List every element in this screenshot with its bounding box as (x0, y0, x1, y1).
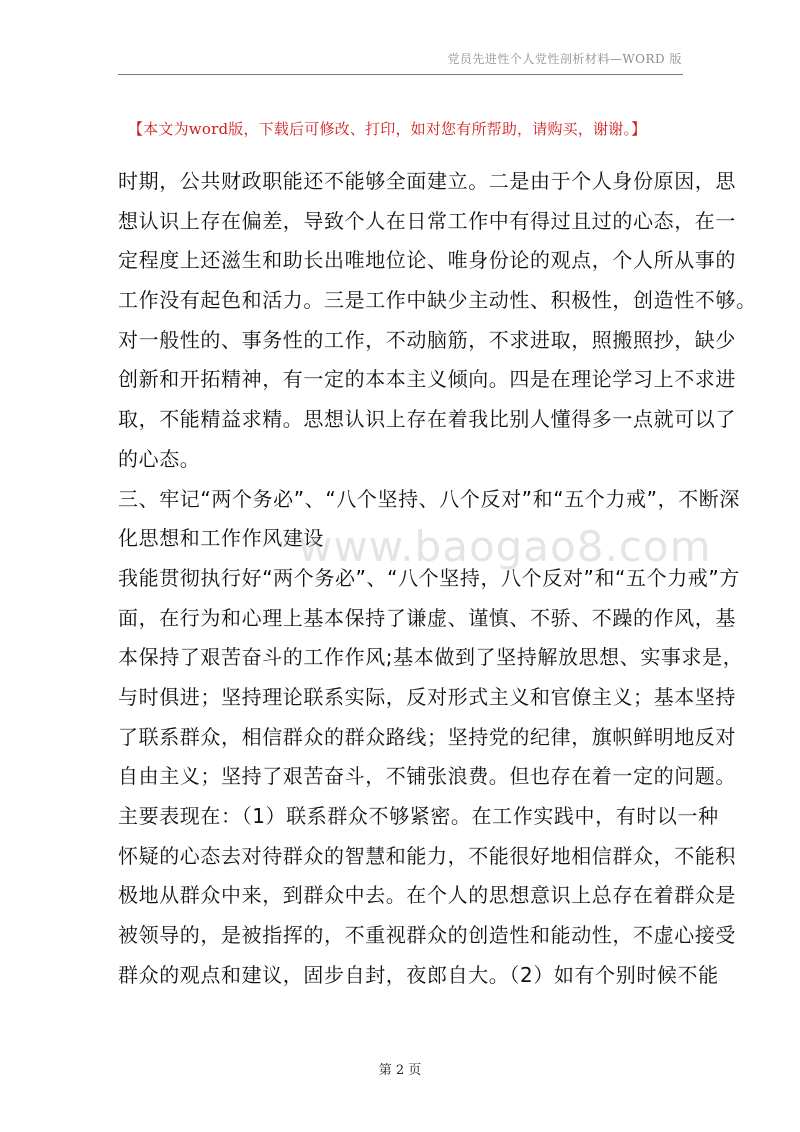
body-line: 被领导的，是被指挥的，不重视群众的创造性和能动性，不虚心接受 (118, 923, 736, 948)
body-line: 主要表现在：（1）联系群众不够紧密。在工作实践中，有时以一种 (118, 804, 719, 828)
document-body (118, 162, 757, 995)
download-notice: 【本文为word版，下载后可修改、打印，如对您有所帮助，请购买，谢谢。】 (128, 120, 647, 138)
body-line: 取，不能精益求精。思想认识上存在着我比别人懂得多一点就可以了 (118, 407, 736, 432)
section-heading-line: 三、牢记“两个务必”、“八个坚持、八个反对”和“五个力戒”，不断深 (118, 486, 740, 511)
body-line: 本保持了艰苦奋斗的工作作风;基本做到了坚持解放思想、实事求是， (118, 645, 744, 670)
body-line: 群众的观点和建议，固步自封，夜郎自大。（2）如有个别时候不能 (118, 962, 719, 987)
body-line: 创新和开拓精神，有一定的本本主义倾向。四是在理论学习上不求进 (118, 367, 736, 392)
body-line: 想认识上存在偏差，导致个人在日常工作中有得过且过的心态，在一 (118, 208, 736, 233)
body-line: 面，在行为和心理上基本保持了谦虚、谨慎、不骄、不躁的作风，基 (118, 605, 736, 630)
body-line: 时期，公共财政职能还不能够全面建立。二是由于个人身份原因，思 (118, 169, 736, 193)
body-line: 自由主义；坚持了艰苦奋斗，不铺张浪费。但也存在着一定的问题。 (118, 764, 736, 789)
body-line: 定程度上还滋生和助长出唯地位论、唯身份论的观点，个人所从事的 (118, 248, 736, 273)
body-line: 了联系群众，相信群众的群众路线；坚持党的纪律，旗帜鲜明地反对 (118, 724, 736, 749)
body-line: 工作没有起色和活力。三是工作中缺少主动性、积极性，创造性不够。 (118, 288, 757, 313)
body-line: 与时俱进；坚持理论联系实际，反对形式主义和官僚主义；基本坚持 (118, 684, 736, 709)
watermark: www.baogao8.com (298, 522, 712, 571)
body-line: 我能贯彻执行好“两个务必”、“八个坚持，八个反对”和“五个力戒”方 (118, 565, 740, 590)
body-line: 怀疑的心态去对待群众的智慧和能力，不能很好地相信群众，不能积 (118, 843, 736, 868)
page-header-title: 党员先进性个人党性剖析材料—WORD 版 (447, 52, 682, 66)
section-heading-line: 化思想和工作作风建设 (118, 526, 324, 551)
body-line: 对一般性的、事务性的工作，不动脑筋，不求进取，照搬照抄，缺少 (118, 327, 736, 352)
header-divider (118, 74, 683, 75)
page-number: 第 2 页 (378, 1063, 422, 1078)
body-line: 极地从群众中来，到群众中去。在个人的思想意识上总存在着群众是 (118, 883, 736, 908)
body-line: 的心态。 (118, 446, 201, 471)
